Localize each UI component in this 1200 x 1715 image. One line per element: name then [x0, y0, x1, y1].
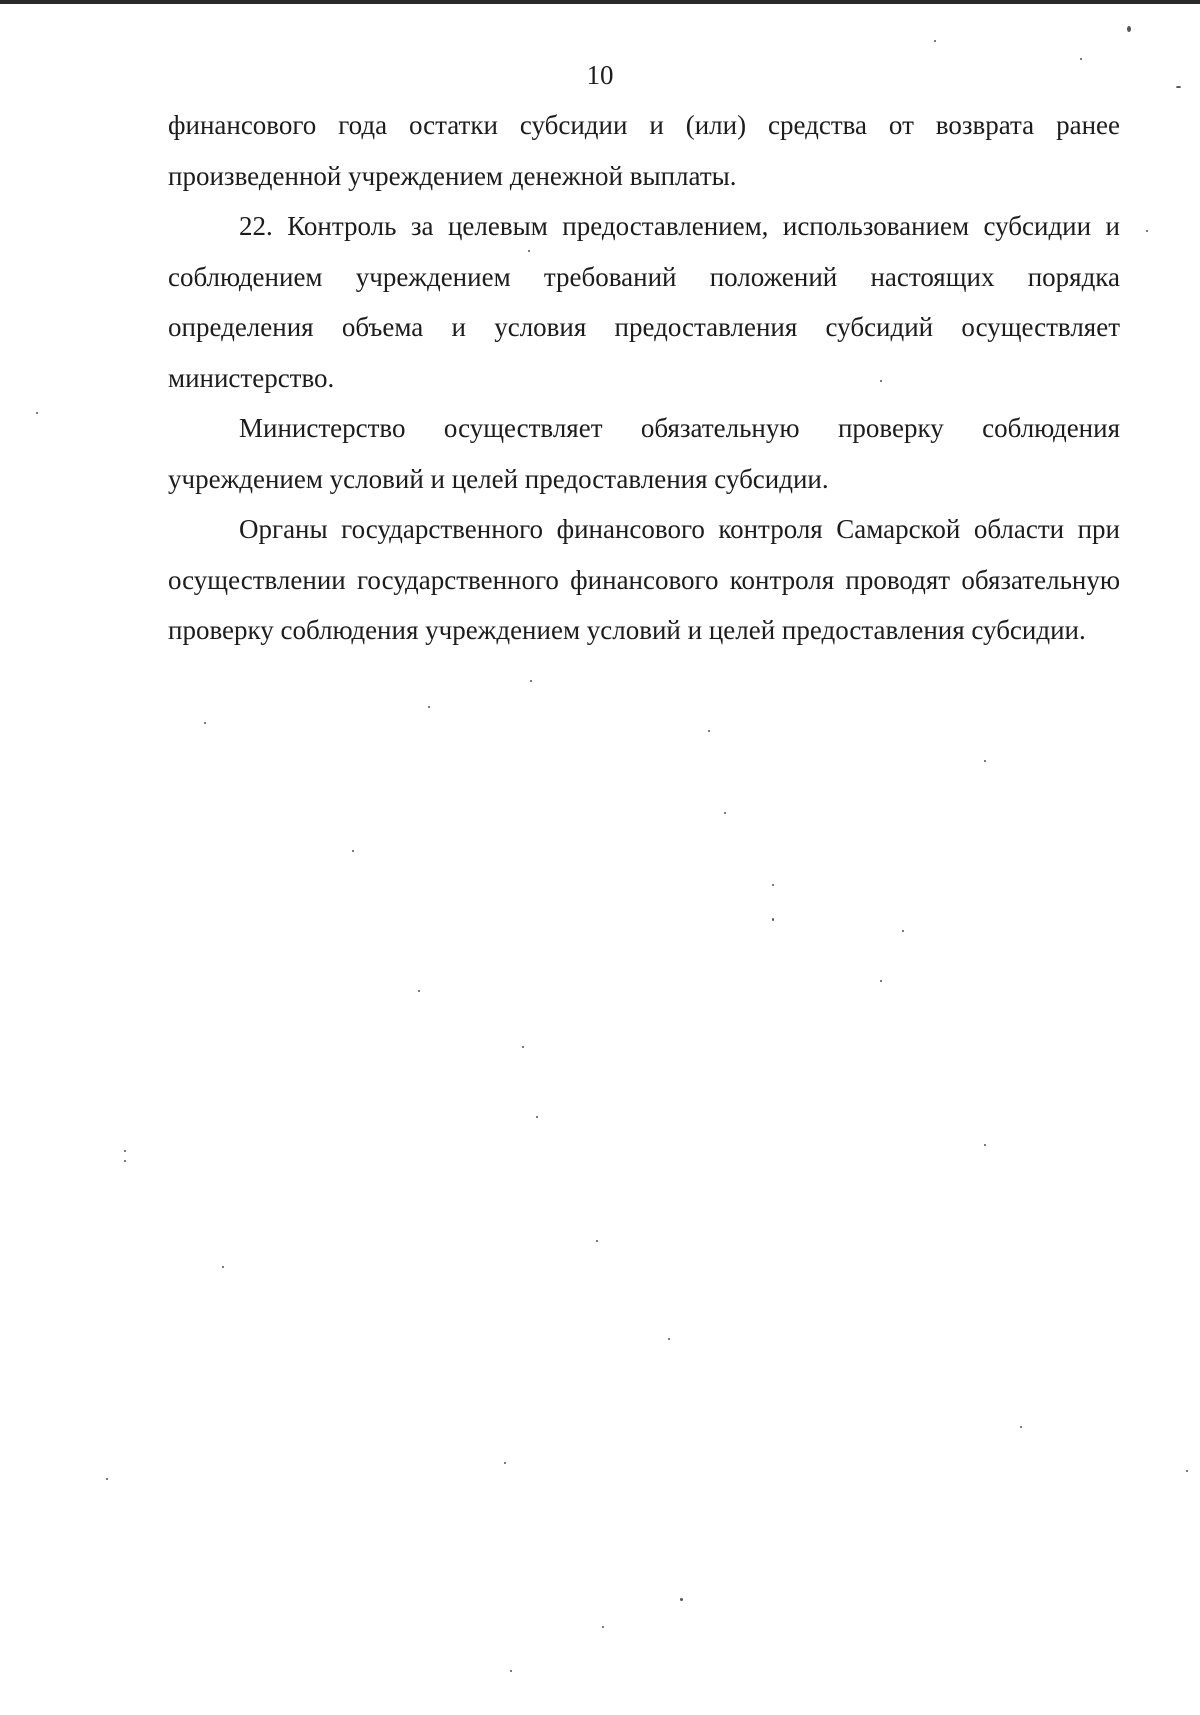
scan-speck [984, 1144, 986, 1146]
scan-speck [36, 412, 38, 414]
scan-speck [528, 250, 530, 252]
scan-speck [522, 1046, 524, 1048]
scan-speck [418, 990, 420, 992]
scan-speck [222, 1266, 224, 1268]
scan-speck [1127, 26, 1131, 32]
paragraph-continuation: финансового года остатки субсидии и (или) средства от возврата ранее произведенной учреждением денежной выплаты. [168, 110, 1120, 191]
scan-speck [902, 930, 904, 932]
paragraph-financial-control-bodies: Органы государственного финансового контроля Самарской области при осуществлении государственного финансового контроля проводят обязательную проверку соблюдения учреждением условий и целей предоставления субсидии. [168, 514, 1120, 645]
scan-speck [530, 680, 532, 682]
scan-speck [880, 980, 882, 982]
scan-speck [510, 1670, 512, 1672]
scan-speck [880, 380, 882, 382]
scan-speck [1176, 86, 1181, 88]
scan-speck [772, 918, 774, 921]
scan-speck [536, 1116, 538, 1118]
scan-speck [124, 1150, 126, 1152]
scan-speck [504, 1462, 506, 1464]
scan-speck [428, 706, 430, 708]
scan-speck [680, 1598, 683, 1601]
scan-speck [106, 1478, 108, 1480]
scan-speck [1186, 1470, 1188, 1472]
scan-speck [124, 1160, 126, 1162]
scan-speck [1020, 1426, 1022, 1428]
page-number: 10 [586, 60, 614, 90]
scan-speck [1146, 230, 1148, 232]
paragraph-control-clause-22: 22. Контроль за целевым предоставлением, использованием субсидии и соблюдением учреждением требований положений настоящих порядка определения объема и условия предоставления субсидий осуществляет министерство. [168, 211, 1120, 393]
scan-speck [984, 760, 986, 762]
scan-speck [602, 1626, 604, 1628]
scan-speck [596, 1240, 598, 1242]
scan-speck [204, 722, 206, 724]
scan-speck [724, 812, 726, 814]
document-body [168, 100, 1120, 656]
scan-speck [934, 40, 936, 42]
scan-top-border [0, 0, 1200, 4]
scan-speck [708, 730, 710, 732]
scan-speck [772, 884, 774, 886]
paragraph-ministry-inspection: Министерство осуществляет обязательную проверку соблюдения учреждением условий и целей предоставления субсидии. [168, 413, 1120, 494]
scan-speck [1080, 58, 1082, 60]
scan-speck [352, 850, 354, 852]
scan-speck [668, 1338, 670, 1340]
